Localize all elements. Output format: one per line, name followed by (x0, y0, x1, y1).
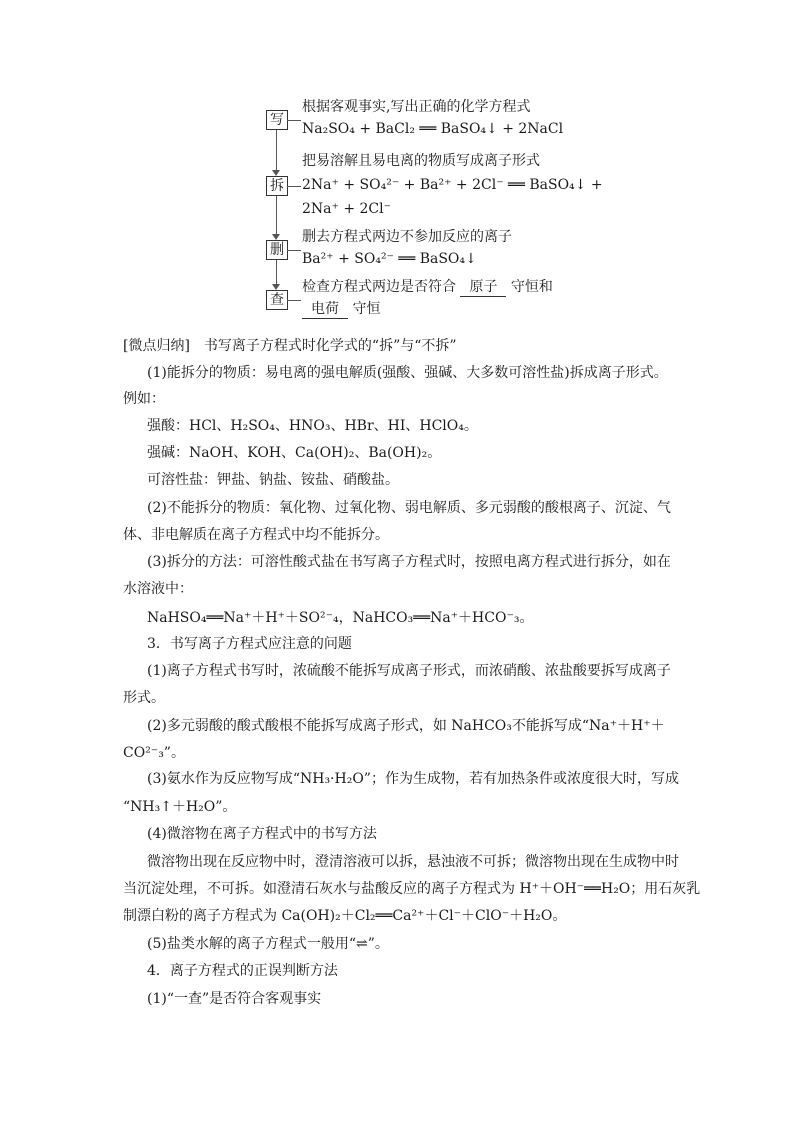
hydrolysis-tail: ”。 (367, 936, 389, 952)
connector-line (276, 130, 277, 170)
split-equation-line1: 2Na⁺ + SO₄²⁻ + Ba²⁺ + 2Cl⁻ ══ BaSO₄↓ + (302, 177, 603, 193)
delete-equation: Ba²⁺ + SO₄²⁻ ══ BaSO₄↓ (302, 251, 477, 267)
connector-line (276, 260, 277, 284)
split-equation-line2: 2Na⁺ + 2Cl⁻ (302, 201, 392, 217)
step-delete-box: 删 (266, 240, 288, 260)
dash-line (287, 250, 301, 251)
ion-equation-flowchart (262, 96, 603, 326)
reversible-symbol: ⇌ (356, 936, 368, 952)
check-text-b: 守恒和 (510, 279, 553, 295)
write-equation: Na₂SO₄ + BaCl₂ ══ BaSO₄↓ + 2NaCl (302, 121, 564, 137)
dash-line (287, 120, 301, 121)
text-line: 体、非电解质在离子方程式中均不能拆分。 (123, 527, 389, 543)
dash-line (287, 300, 301, 301)
check-text-c: 守恒 (352, 301, 381, 317)
connector-line (276, 196, 277, 234)
text-line: (1)“一查”是否符合客观事实 (147, 991, 322, 1007)
write-description: 根据客观事实,写出正确的化学方程式 (302, 99, 531, 115)
text-line: CO²⁻₃”。 (123, 745, 185, 761)
text-line: 当沉淀处理，不可拆。如澄清石灰水与盐酸反应的离子方程式为 H⁺＋OH⁻══H₂O；用石灰乳 (123, 881, 701, 897)
step-split-box: 拆 (266, 176, 288, 196)
text-line: 水溶液中： (123, 581, 193, 597)
text-line: 制漂白粉的离子方程式为 Ca(OH)₂＋Cl₂══Ca²⁺＋Cl⁻＋ClO⁻＋H₂O。 (123, 908, 567, 924)
check-line2 (302, 300, 380, 319)
split-description: 把易溶解且易电离的物质写成离子形式 (302, 153, 540, 169)
text-line: 例如： (123, 391, 165, 407)
text-line: 微溶物出现在反应物中时，澄清溶液可以拆，悬浊液不可拆；微溶物出现在生成物中时 (147, 854, 679, 870)
check-text-a: 检查方程式两边是否符合 (302, 279, 456, 295)
delete-description: 删去方程式两边不参加反应的离子 (302, 229, 512, 245)
down-arrow-icon (272, 170, 280, 176)
equation-line: NaHSO₄══Na⁺＋H⁺＋SO²⁻₄，NaHCO₃══Na⁺＋HCO⁻₃。 (147, 610, 534, 626)
hydrolysis-text: (5)盐类水解的离子方程式一般用“ (147, 936, 356, 952)
check-line1 (302, 278, 553, 297)
text-line: (1)离子方程式书写时，浓硫酸不能拆写成离子形式，而浓硝酸、浓盐酸要拆写成离子 (147, 663, 671, 679)
section-heading: [微点归纳] 书写离子方程式时化学式的“拆”与“不拆” (123, 338, 457, 354)
text-line: 可溶性盐：钾盐、钠盐、铵盐、硝酸盐。 (147, 472, 399, 488)
text-line: “NH₃↑＋H₂O”。 (123, 799, 237, 815)
blank-answer-charge: 电荷 (302, 300, 348, 319)
blank-answer-atom: 原子 (460, 278, 506, 297)
subsection-heading: 4．离子方程式的正误判断方法 (147, 963, 338, 979)
text-line: 形式。 (123, 690, 165, 706)
text-line: (4)微溶物在离子方程式中的书写方法 (147, 826, 377, 842)
text-line (147, 935, 389, 953)
down-arrow-icon (272, 284, 280, 290)
text-line: (1)能拆分的物质：易电离的强电解质(强酸、强碱、大多数可溶性盐)拆成离子形式。 (147, 365, 668, 381)
subsection-heading: 3．书写离子方程式应注意的问题 (147, 636, 352, 652)
dash-line (287, 186, 301, 187)
text-line: 强碱：NaOH、KOH、Ca(OH)₂、Ba(OH)₂。 (147, 445, 442, 461)
text-line: (2)多元弱酸的酸式酸根不能拆写成离子形式，如 NaHCO₃不能拆写成“Na⁺＋H⁺＋ (147, 718, 665, 734)
text-line: (3)氨水作为反应物写成“NH₃·H₂O”；作为生成物，若有加热条件或浓度很大时，写成 (147, 771, 679, 787)
text-line: 强酸：HCl、H₂SO₄、HNO₃、HBr、HI、HClO₄。 (147, 418, 478, 434)
step-check-box: 查 (266, 290, 288, 310)
text-line: (2)不能拆分的物质：氧化物、过氧化物、弱电解质、多元弱酸的酸根离子、沉淀、气 (147, 500, 671, 516)
text-line: (3)拆分的方法：可溶性酸式盐在书写离子方程式时，按照电离方程式进行拆分，如在 (147, 554, 671, 570)
down-arrow-icon (272, 234, 280, 240)
step-write-box: 写 (266, 110, 288, 130)
